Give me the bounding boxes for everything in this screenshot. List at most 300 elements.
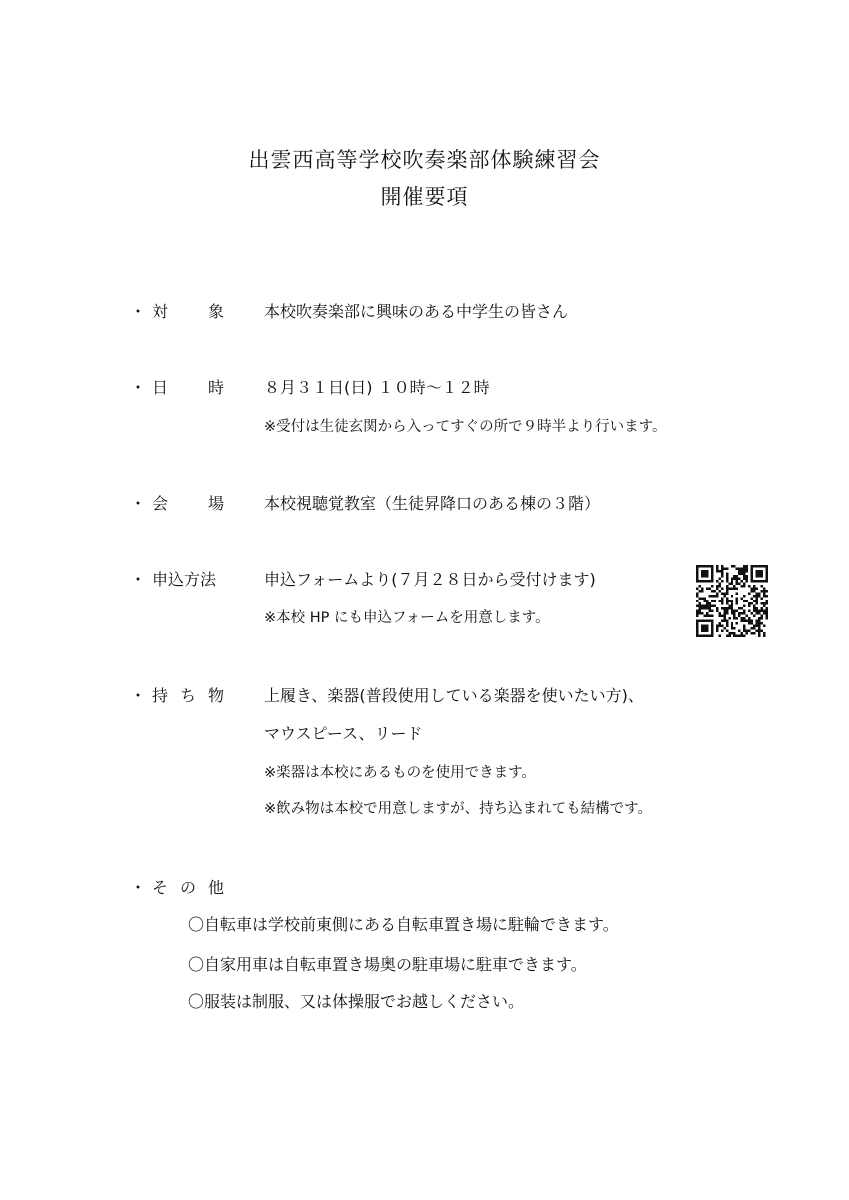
qr-module	[723, 607, 725, 609]
qr-module	[746, 567, 748, 569]
qr-module	[698, 620, 700, 622]
qr-module	[736, 587, 738, 589]
qr-module	[738, 572, 740, 574]
qr-module	[711, 620, 713, 622]
qr-module	[746, 577, 748, 579]
qr-module	[743, 612, 745, 614]
qr-module	[698, 607, 700, 609]
qr-module	[726, 625, 728, 627]
qr-module	[706, 605, 708, 607]
qr-module	[701, 607, 703, 609]
qr-module	[711, 595, 713, 597]
qr-module	[753, 587, 755, 589]
qr-module	[708, 602, 710, 604]
qr-module	[701, 572, 703, 574]
qr-module	[696, 580, 698, 582]
qr-module	[751, 565, 753, 567]
qr-module	[698, 612, 700, 614]
qr-module	[731, 610, 733, 612]
qr-module	[731, 582, 733, 584]
qr-module	[746, 632, 748, 634]
qr-module	[716, 565, 718, 567]
qr-module	[731, 580, 733, 582]
qr-module	[746, 570, 748, 572]
qr-module	[708, 595, 710, 597]
qr-module	[763, 605, 765, 607]
qr-module	[758, 620, 760, 622]
qr-module	[696, 635, 698, 637]
qr-module	[726, 567, 728, 569]
qr-module	[711, 627, 713, 629]
qr-module	[711, 632, 713, 634]
qr-module	[763, 632, 765, 634]
qr-module	[758, 617, 760, 619]
qr-module	[696, 612, 698, 614]
qr-module	[748, 592, 750, 594]
qr-module	[711, 625, 713, 627]
qr-module	[711, 605, 713, 607]
qr-module	[701, 580, 703, 582]
qr-module	[701, 570, 703, 572]
document-subtitle: 開催要項	[380, 185, 469, 209]
qr-module	[696, 610, 698, 612]
qr-module	[758, 570, 760, 572]
qr-module	[718, 585, 720, 587]
datetime-text: ８月３１日(日) １０時～１２時	[264, 378, 490, 397]
qr-module	[723, 595, 725, 597]
qr-module	[716, 610, 718, 612]
qr-module	[726, 630, 728, 632]
qr-module	[731, 622, 733, 624]
qr-module	[701, 587, 703, 589]
qr-module	[728, 582, 730, 584]
qr-module	[706, 615, 708, 617]
qr-module	[706, 630, 708, 632]
qr-module	[696, 632, 698, 634]
qr-module	[751, 627, 753, 629]
qr-module	[721, 565, 723, 567]
qr-module	[708, 587, 710, 589]
qr-module	[756, 600, 758, 602]
qr-module	[766, 580, 768, 582]
qr-module	[766, 572, 768, 574]
qr-module	[703, 627, 705, 629]
qr-module	[761, 597, 763, 599]
qr-module	[711, 615, 713, 617]
qr-module	[711, 630, 713, 632]
qr-module	[696, 577, 698, 579]
qr-module	[746, 615, 748, 617]
qr-module	[756, 587, 758, 589]
qr-module	[703, 565, 705, 567]
qr-module	[696, 600, 698, 602]
qr-module	[703, 607, 705, 609]
qr-module	[766, 590, 768, 592]
qr-module	[721, 592, 723, 594]
qr-module	[743, 582, 745, 584]
qr-module	[721, 602, 723, 604]
qr-module	[753, 605, 755, 607]
qr-module	[763, 625, 765, 627]
qr-module	[728, 617, 730, 619]
qr-module	[696, 630, 698, 632]
qr-code-icon[interactable]	[696, 565, 768, 637]
qr-module	[726, 577, 728, 579]
qr-module	[753, 625, 755, 627]
qr-module	[726, 607, 728, 609]
qr-module	[756, 607, 758, 609]
qr-module	[751, 572, 753, 574]
qr-module	[766, 565, 768, 567]
qr-module	[741, 620, 743, 622]
qr-module	[726, 622, 728, 624]
qr-module	[726, 590, 728, 592]
venue-text: 本校視聴覚教室（生徒昇降口のある棟の３階）	[264, 494, 601, 513]
qr-module	[701, 597, 703, 599]
qr-module	[763, 595, 765, 597]
qr-module	[758, 632, 760, 634]
qr-module	[708, 635, 710, 637]
qr-module	[756, 572, 758, 574]
qr-module	[743, 567, 745, 569]
qr-module	[756, 625, 758, 627]
qr-module	[701, 620, 703, 622]
application-text: 申込フォームより(７月２８日から受付けます)	[264, 570, 596, 589]
qr-module	[761, 630, 763, 632]
qr-module	[711, 622, 713, 624]
qr-module	[766, 607, 768, 609]
qr-module	[711, 577, 713, 579]
qr-module	[748, 630, 750, 632]
qr-module	[758, 565, 760, 567]
other-item-clothing: 〇服装は制服、又は体操服でお越しください。	[188, 992, 525, 1011]
qr-module	[753, 632, 755, 634]
qr-module	[721, 620, 723, 622]
qr-module	[753, 600, 755, 602]
qr-module	[711, 572, 713, 574]
qr-module	[741, 570, 743, 572]
qr-module	[746, 575, 748, 577]
qr-module	[718, 570, 720, 572]
qr-module	[761, 580, 763, 582]
qr-module	[738, 630, 740, 632]
qr-module	[716, 592, 718, 594]
qr-module	[756, 592, 758, 594]
qr-module	[736, 582, 738, 584]
qr-module	[733, 617, 735, 619]
qr-module	[698, 605, 700, 607]
qr-module	[766, 600, 768, 602]
qr-module	[753, 607, 755, 609]
qr-module	[743, 620, 745, 622]
qr-module	[758, 575, 760, 577]
qr-module	[743, 565, 745, 567]
qr-module	[736, 597, 738, 599]
qr-module	[751, 567, 753, 569]
qr-module	[696, 627, 698, 629]
qr-module	[733, 575, 735, 577]
qr-module	[721, 625, 723, 627]
qr-module	[761, 622, 763, 624]
qr-module	[738, 635, 740, 637]
qr-module	[766, 612, 768, 614]
qr-module	[716, 625, 718, 627]
qr-module	[726, 580, 728, 582]
qr-module	[751, 580, 753, 582]
qr-module	[726, 600, 728, 602]
qr-module	[748, 617, 750, 619]
qr-module	[733, 627, 735, 629]
qr-module	[756, 610, 758, 612]
qr-module	[701, 605, 703, 607]
qr-module	[736, 577, 738, 579]
qr-module	[711, 585, 713, 587]
qr-module	[703, 605, 705, 607]
qr-module	[706, 587, 708, 589]
application-note: ※本校 HP にも申込フォームを用意します。	[264, 610, 550, 626]
qr-module	[718, 612, 720, 614]
qr-module	[726, 575, 728, 577]
qr-module	[731, 612, 733, 614]
qr-module	[743, 630, 745, 632]
qr-module	[696, 587, 698, 589]
qr-module	[721, 570, 723, 572]
qr-module	[733, 632, 735, 634]
qr-module	[698, 602, 700, 604]
qr-module	[721, 587, 723, 589]
qr-module	[751, 622, 753, 624]
qr-module	[723, 620, 725, 622]
other-item-bicycle: 〇自転車は学校前東側にある自転車置き場に駐輪できます。	[188, 915, 619, 934]
qr-module	[766, 610, 768, 612]
qr-module	[751, 577, 753, 579]
qr-module	[706, 635, 708, 637]
qr-module	[721, 580, 723, 582]
qr-module	[743, 575, 745, 577]
qr-module	[756, 575, 758, 577]
qr-module	[726, 602, 728, 604]
qr-module	[743, 635, 745, 637]
qr-module	[748, 602, 750, 604]
qr-module	[703, 620, 705, 622]
document-title: 出雲西高等学校吹奏楽部体験練習会	[248, 148, 601, 172]
qr-module	[703, 615, 705, 617]
qr-module	[756, 565, 758, 567]
qr-module	[701, 575, 703, 577]
qr-module	[763, 635, 765, 637]
qr-module	[713, 590, 715, 592]
bullet: ・	[130, 302, 147, 321]
bullet: ・	[130, 878, 147, 897]
qr-module	[728, 635, 730, 637]
qr-module	[706, 607, 708, 609]
qr-module	[733, 635, 735, 637]
qr-module	[751, 632, 753, 634]
qr-module	[766, 595, 768, 597]
qr-module	[728, 600, 730, 602]
qr-module	[743, 605, 745, 607]
bullet: ・	[130, 494, 147, 513]
qr-module	[723, 627, 725, 629]
qr-module	[706, 575, 708, 577]
qr-module	[721, 597, 723, 599]
qr-module	[753, 627, 755, 629]
qr-module	[738, 612, 740, 614]
qr-module	[706, 627, 708, 629]
qr-module	[721, 575, 723, 577]
qr-module	[751, 597, 753, 599]
qr-module	[766, 615, 768, 617]
qr-module	[696, 570, 698, 572]
qr-module	[766, 577, 768, 579]
label-application: ・ 申込方法	[130, 570, 217, 589]
qr-module	[741, 572, 743, 574]
qr-module	[758, 630, 760, 632]
qr-module	[711, 570, 713, 572]
qr-module	[741, 617, 743, 619]
qr-module	[736, 567, 738, 569]
qr-module	[718, 590, 720, 592]
qr-module	[713, 600, 715, 602]
qr-module	[748, 622, 750, 624]
qr-module	[746, 630, 748, 632]
qr-module	[721, 607, 723, 609]
qr-module	[753, 580, 755, 582]
qr-module	[741, 632, 743, 634]
qr-module	[743, 570, 745, 572]
qr-module	[718, 622, 720, 624]
qr-module	[736, 580, 738, 582]
qr-module	[716, 627, 718, 629]
qr-module	[751, 587, 753, 589]
qr-module	[701, 590, 703, 592]
qr-module	[736, 592, 738, 594]
qr-module	[706, 580, 708, 582]
qr-module	[703, 572, 705, 574]
qr-module	[756, 630, 758, 632]
qr-module	[743, 577, 745, 579]
qr-module	[708, 610, 710, 612]
qr-module	[756, 570, 758, 572]
qr-module	[726, 610, 728, 612]
qr-module	[751, 570, 753, 572]
qr-module	[723, 615, 725, 617]
qr-module	[733, 577, 735, 579]
qr-module	[741, 580, 743, 582]
qr-module	[741, 585, 743, 587]
qr-module	[756, 620, 758, 622]
qr-module	[708, 620, 710, 622]
qr-module	[726, 572, 728, 574]
qr-module	[711, 575, 713, 577]
datetime-note: ※受付は生徒玄関から入ってすぐの所で９時半より行います。	[264, 419, 667, 435]
qr-module	[763, 612, 765, 614]
qr-module	[736, 602, 738, 604]
qr-module	[761, 615, 763, 617]
qr-module	[711, 567, 713, 569]
label-venue: ・ 会 場	[130, 494, 225, 513]
qr-module	[698, 580, 700, 582]
qr-module	[696, 622, 698, 624]
qr-module	[756, 580, 758, 582]
qr-module	[706, 600, 708, 602]
qr-module	[756, 612, 758, 614]
qr-module	[736, 635, 738, 637]
qr-module	[761, 602, 763, 604]
qr-module	[701, 565, 703, 567]
qr-module	[761, 610, 763, 612]
qr-module	[703, 575, 705, 577]
qr-module	[726, 585, 728, 587]
qr-module	[713, 595, 715, 597]
qr-module	[743, 595, 745, 597]
qr-module	[716, 585, 718, 587]
qr-module	[706, 625, 708, 627]
qr-module	[716, 595, 718, 597]
qr-module	[738, 577, 740, 579]
qr-module	[706, 620, 708, 622]
qr-module	[758, 627, 760, 629]
qr-module	[751, 612, 753, 614]
other-item-car: 〇自家用車は自転車置き場奥の駐車場に駐車できます。	[188, 955, 587, 974]
qr-module	[696, 567, 698, 569]
qr-module	[761, 590, 763, 592]
qr-module	[736, 617, 738, 619]
qr-module	[741, 597, 743, 599]
qr-module	[708, 580, 710, 582]
qr-module	[731, 565, 733, 567]
qr-module	[723, 610, 725, 612]
qr-module	[721, 567, 723, 569]
qr-module	[728, 632, 730, 634]
qr-module	[718, 625, 720, 627]
qr-module	[756, 597, 758, 599]
qr-module	[731, 605, 733, 607]
qr-module	[733, 610, 735, 612]
qr-module	[743, 600, 745, 602]
qr-module	[718, 615, 720, 617]
qr-module	[721, 615, 723, 617]
qr-module	[731, 632, 733, 634]
qr-module	[761, 565, 763, 567]
qr-module	[696, 565, 698, 567]
qr-module	[728, 607, 730, 609]
qr-module	[706, 602, 708, 604]
qr-module	[753, 595, 755, 597]
qr-module	[696, 595, 698, 597]
qr-module	[716, 630, 718, 632]
qr-module	[703, 635, 705, 637]
qr-module	[748, 610, 750, 612]
qr-module	[741, 635, 743, 637]
qr-module	[716, 567, 718, 569]
qr-module	[763, 587, 765, 589]
qr-module	[726, 620, 728, 622]
qr-module	[731, 602, 733, 604]
qr-module	[731, 587, 733, 589]
qr-module	[743, 617, 745, 619]
qr-module	[728, 605, 730, 607]
qr-module	[733, 585, 735, 587]
qr-module	[733, 587, 735, 589]
qr-module	[738, 570, 740, 572]
qr-module	[703, 580, 705, 582]
qr-module	[726, 612, 728, 614]
qr-module	[766, 567, 768, 569]
qr-module	[753, 610, 755, 612]
qr-module	[758, 595, 760, 597]
qr-module	[746, 620, 748, 622]
